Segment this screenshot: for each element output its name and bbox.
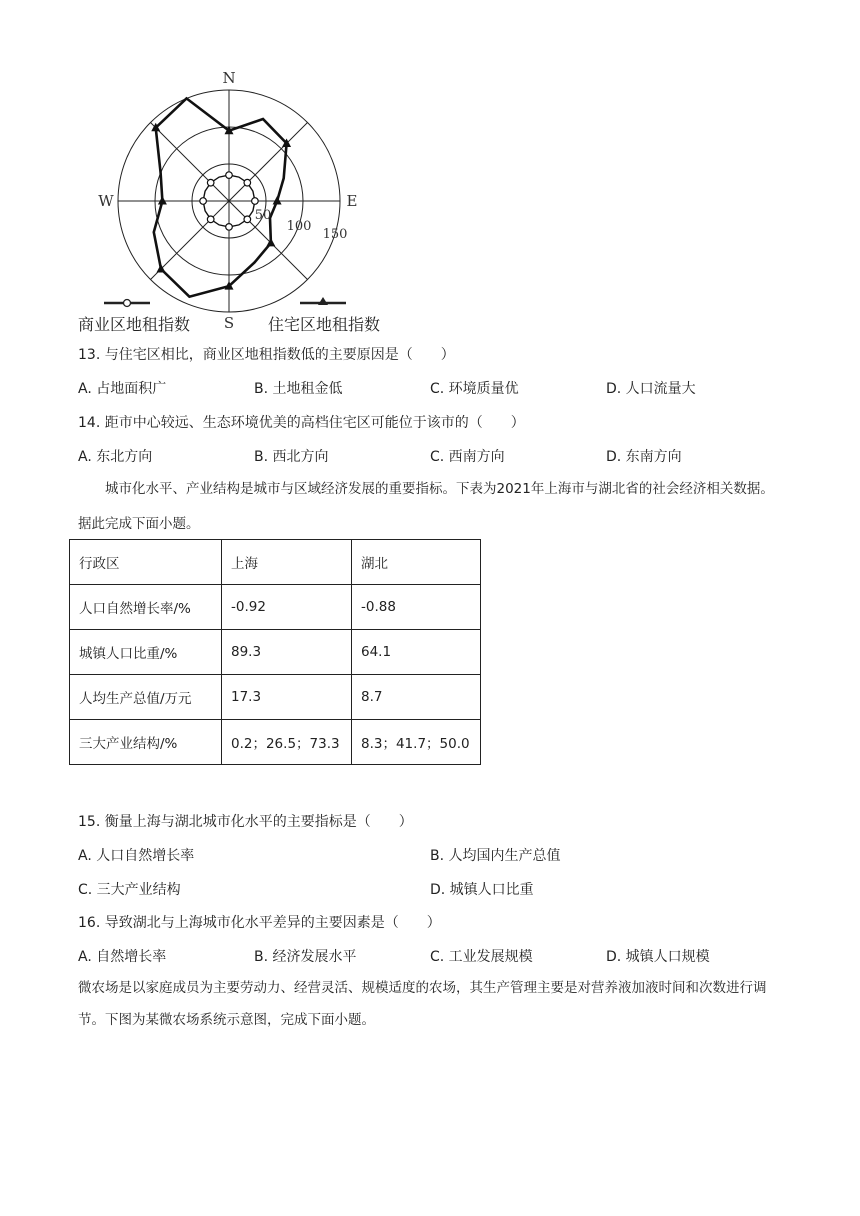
question-15-option-d[interactable]: D. 城镇人口比重 — [430, 882, 534, 898]
question-15-stem: 15. 衡量上海与湖北城市化水平的主要指标是（ ） — [78, 814, 413, 830]
table-row — [70, 630, 481, 675]
table-cell: 8.7 — [352, 675, 481, 720]
ring-label-150: 150 — [322, 227, 348, 242]
table-cell: 0.2；26.5；73.3 — [222, 720, 352, 765]
commercial-rent-index-point — [244, 216, 251, 223]
radar-series — [151, 98, 291, 296]
radar-spokes — [118, 90, 340, 312]
question-16-stem: 16. 导致湖北与上海城市化水平差异的主要因素是（ ） — [78, 915, 441, 931]
question-13-option-b[interactable]: B. 土地租金低 — [254, 381, 343, 397]
commercial-rent-index-point — [244, 179, 251, 186]
question-15-option-b[interactable]: B. 人均国内生产总值 — [430, 848, 561, 864]
commercial-rent-index-point — [207, 216, 214, 223]
commercial-rent-index-point — [252, 198, 259, 205]
table-header-row — [70, 540, 481, 585]
question-14-option-a[interactable]: A. 东北方向 — [78, 449, 153, 465]
question-13-stem: 13. 与住宅区相比，商业区地租指数低的主要原因是（ ） — [78, 347, 455, 363]
shanghai-hubei-data-table — [69, 539, 481, 765]
ring-label-100: 100 — [286, 219, 312, 234]
residential-rent-index-point — [273, 196, 282, 205]
question-14-option-c[interactable]: C. 西南方向 — [430, 449, 505, 465]
legend-residential-symbol — [300, 297, 346, 305]
table-cell: 城镇人口比重/% — [70, 630, 222, 675]
table-row — [70, 675, 481, 720]
question-13-option-d[interactable]: D. 人口流量大 — [606, 381, 696, 397]
question-16-option-b[interactable]: B. 经济发展水平 — [254, 949, 357, 965]
table-header-cell: 湖北 — [352, 540, 481, 585]
ring-label-50: 50 — [254, 208, 272, 223]
question-15-option-c[interactable]: C. 三大产业结构 — [78, 882, 181, 898]
question-14-stem: 14. 距市中心较远、生态环境优美的高档住宅区可能位于该市的（ ） — [78, 415, 525, 431]
direction-e: E — [346, 192, 358, 210]
table-header-cell: 行政区 — [70, 540, 222, 585]
table-cell: 人均生产总值/万元 — [70, 675, 222, 720]
question-13-option-a[interactable]: A. 占地面积广 — [78, 381, 167, 397]
table-cell: -0.92 — [222, 585, 352, 630]
direction-n: N — [222, 69, 236, 87]
direction-s: S — [223, 314, 235, 332]
legend-residential-label: 住宅区地租指数 — [268, 315, 381, 334]
question-15-option-a[interactable]: A. 人口自然增长率 — [78, 848, 195, 864]
commercial-rent-index-point — [226, 172, 233, 179]
legend-commercial-label: 商业区地租指数 — [78, 315, 191, 334]
table-cell: -0.88 — [352, 585, 481, 630]
question-16-option-a[interactable]: A. 自然增长率 — [78, 949, 167, 965]
table-cell: 17.3 — [222, 675, 352, 720]
rent-index-radar-chart — [76, 66, 406, 338]
table-cell: 人口自然增长率/% — [70, 585, 222, 630]
intro-paragraph-micro-farm: 微农场是以家庭成员为主要劳动力、经营灵活、规模适度的农场，其生产管理主要是对营养液加液时间和次数进行调节。下图为某微农场系统示意图，完成下面小题。 — [78, 980, 767, 1028]
direction-w: W — [98, 192, 114, 210]
table-cell: 64.1 — [352, 630, 481, 675]
intro-paragraph-urbanization: 城市化水平、产业结构是城市与区域经济发展的重要指标。下表为2021年上海市与湖北省的社会经济相关数据。据此完成下面小题。 — [78, 481, 774, 532]
table-cell: 8.3；41.7；50.0 — [352, 720, 481, 765]
table-cell: 三大产业结构/% — [70, 720, 222, 765]
legend-commercial-symbol — [104, 300, 150, 307]
commercial-rent-index-point — [200, 198, 207, 205]
commercial-rent-index-point — [207, 179, 214, 186]
table-cell: 89.3 — [222, 630, 352, 675]
table-header-cell: 上海 — [222, 540, 352, 585]
residential-rent-index-point — [158, 196, 167, 205]
residential-rent-index-line — [154, 98, 287, 296]
question-16-option-d[interactable]: D. 城镇人口规模 — [606, 949, 710, 965]
table-row — [70, 720, 481, 765]
question-13-option-c[interactable]: C. 环境质量优 — [430, 381, 519, 397]
question-14-option-b[interactable]: B. 西北方向 — [254, 449, 329, 465]
question-16-option-c[interactable]: C. 工业发展规模 — [430, 949, 533, 965]
table-row — [70, 585, 481, 630]
question-14-option-d[interactable]: D. 东南方向 — [606, 449, 682, 465]
commercial-rent-index-point — [226, 224, 233, 231]
